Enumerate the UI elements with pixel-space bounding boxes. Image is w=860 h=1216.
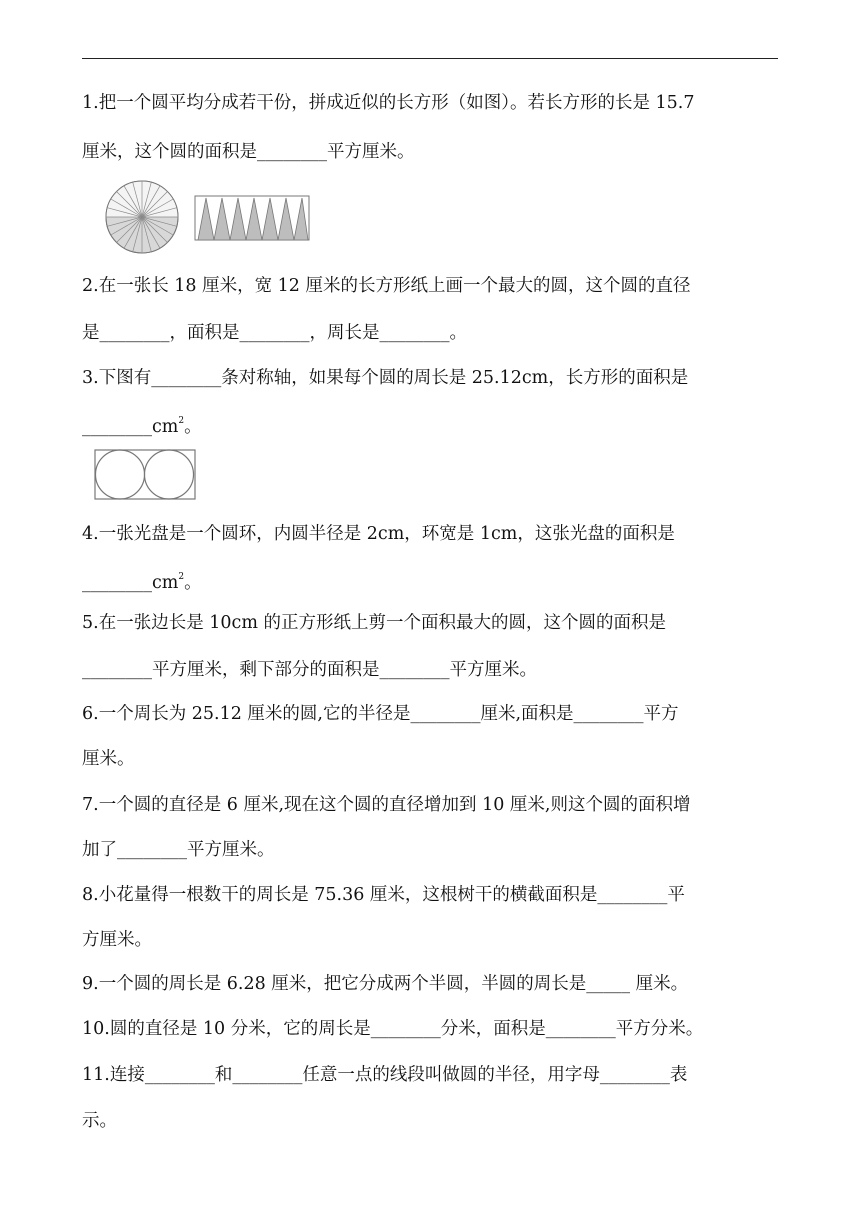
q3-right-circle xyxy=(145,450,194,499)
q9-line-1: 9.一个圆的周长是 6.28 厘米，把它分成两个半圆，半圆的周长是_____ 厘米。 xyxy=(82,974,689,994)
q1-line-2: 厘米，这个圆的面积是________平方厘米。 xyxy=(82,142,415,162)
q1-line-1: 1.把一个圆平均分成若干份，拼成近似的长方形（如图）。若长方形的长是 15.7 xyxy=(82,93,695,113)
q3-tail: 。 xyxy=(184,416,202,437)
q4-superscript: 2 xyxy=(178,572,185,582)
q4-line-2 xyxy=(82,568,782,594)
q11-line-1: 11.连接________和________任意一点的线段叫做圆的半径，用字母________表 xyxy=(82,1065,688,1085)
q1-circle-rectangle-figure xyxy=(98,180,320,256)
q4-line-1: 4.一张光盘是一个圆环，内圆半径是 2cm，环宽是 1cm，这张光盘的面积是 xyxy=(82,524,675,544)
q3-answer-text: ________cm xyxy=(82,416,179,437)
q7-line-1: 7.一个圆的直径是 6 厘米,现在这个圆的直径增加到 10 厘米,则这个圆的面积增 xyxy=(82,795,691,815)
q5-line-1: 5.在一张边长是 10cm 的正方形纸上剪一个面积最大的圆，这个圆的面积是 xyxy=(82,613,666,633)
q6-line-2: 厘米。 xyxy=(82,749,135,769)
q2-line-1: 2.在一张长 18 厘米，宽 12 厘米的长方形纸上画一个最大的圆，这个圆的直径 xyxy=(82,276,691,296)
circle-sector-lines xyxy=(106,181,178,253)
q3-two-circles-figure xyxy=(94,449,196,501)
q6-line-1: 6.一个周长为 25.12 厘米的圆,它的半径是________厘米,面积是________平方 xyxy=(82,704,679,724)
q2-line-2: 是________，面积是________，周长是________。 xyxy=(82,323,467,343)
q3-superscript: 2 xyxy=(178,416,185,426)
q7-line-2: 加了________平方厘米。 xyxy=(82,840,275,860)
q10-line-1: 10.圆的直径是 10 分米，它的周长是________分米，面积是________平方分米。 xyxy=(82,1019,704,1039)
q5-line-2: ________平方厘米，剩下部分的面积是________平方厘米。 xyxy=(82,660,537,680)
q8-line-2: 方厘米。 xyxy=(82,930,152,950)
q4-tail: 。 xyxy=(184,572,202,593)
q11-line-2: 示。 xyxy=(82,1111,117,1131)
q3-left-circle xyxy=(96,450,145,499)
header-rule xyxy=(82,58,778,59)
q4-answer-text: ________cm xyxy=(82,572,179,593)
q8-line-1: 8.小花量得一根数干的周长是 75.36 厘米，这根树干的横截面积是________平 xyxy=(82,885,685,905)
q3-line-1: 3.下图有________条对称轴，如果每个圆的周长是 25.12cm，长方形的面积是 xyxy=(82,368,689,388)
q3-line-2 xyxy=(82,412,782,438)
